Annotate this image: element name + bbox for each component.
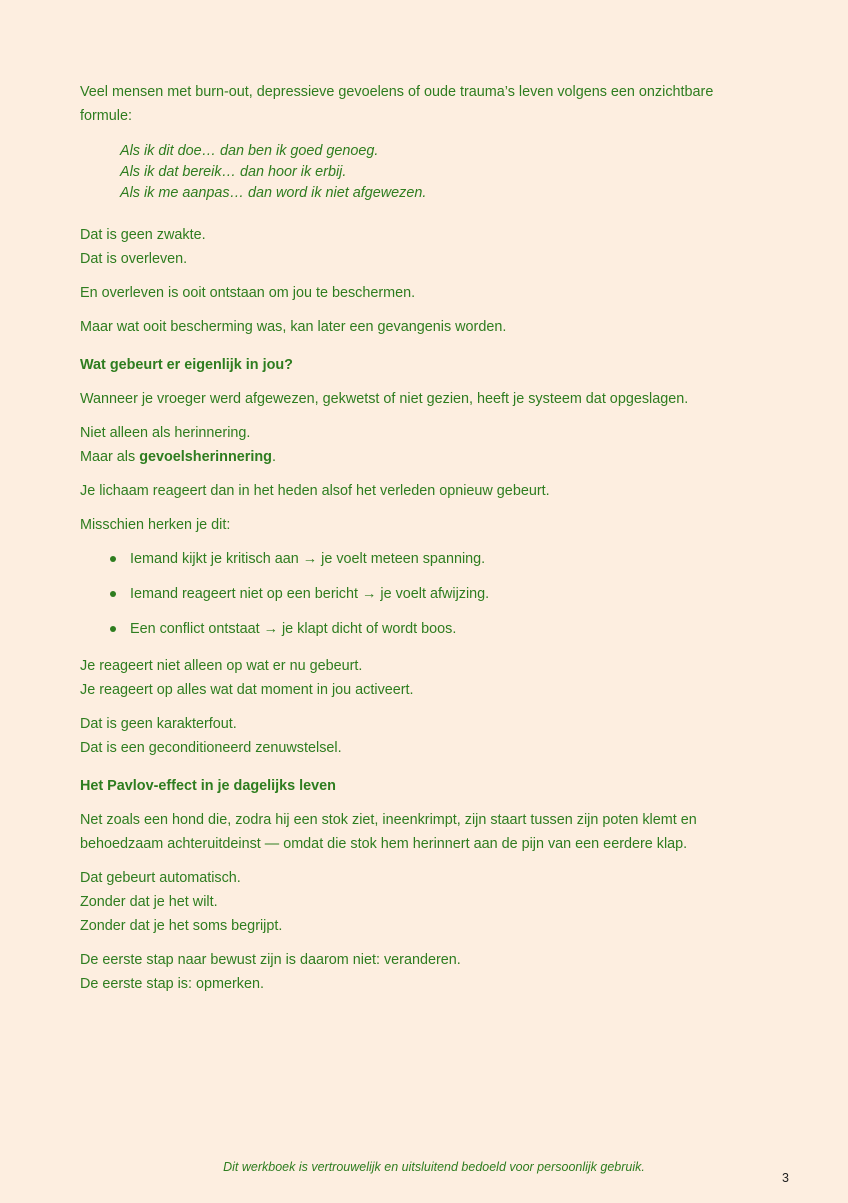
prison-paragraph: Maar wat ooit bescherming was, kan later een gevangenis worden. — [80, 319, 507, 335]
fault-paragraph — [80, 712, 780, 760]
formula-line: Als ik me aanpas… dan word ik niet afgewezen. — [120, 185, 427, 201]
first-step-line: De eerste stap naar bewust zijn is daarom niet: veranderen. — [80, 952, 461, 968]
automatic-paragraph — [80, 866, 780, 938]
survival-line: Dat is geen zwakte. — [80, 227, 206, 243]
protect-paragraph: En overleven is ooit ontstaan om jou te beschermen. — [80, 285, 416, 301]
automatic-line: Zonder dat je het wilt. — [80, 894, 218, 910]
rejected-paragraph: Wanneer je vroeger werd afgewezen, gekwetst of niet gezien, heeft je systeem dat opgeslagen. — [80, 391, 689, 407]
memory-prefix: Maar als — [80, 449, 140, 465]
formula-line: Als ik dit doe… dan ben ik goed genoeg. — [120, 143, 379, 159]
dog-line: behoedzaam achteruitdeinst — omdat die stok hem herinnert aan de pijn van een eerdere klap. — [80, 836, 688, 852]
intro-paragraph — [80, 80, 780, 128]
fault-line: Dat is geen karakterfout. — [80, 716, 237, 732]
automatic-line: Dat gebeurt automatisch. — [80, 870, 241, 886]
list-item-text: Iemand kijkt je kritisch aan → je voelt meteen spanning. — [130, 551, 486, 567]
dog-paragraph — [80, 808, 780, 856]
automatic-line: Zonder dat je het soms begrijpt. — [80, 918, 283, 934]
list-item-text: Iemand reageert niet op een bericht → je voelt afwijzing. — [130, 586, 490, 602]
memory-suffix: . — [271, 449, 276, 465]
bullet-icon — [110, 591, 116, 597]
recognize-paragraph: Misschien herken je dit: — [80, 517, 231, 533]
body-reacts-paragraph: Je lichaam reageert dan in het heden alsof het verleden opnieuw gebeurt. — [80, 483, 550, 499]
list-item — [108, 617, 780, 641]
first-step-line: De eerste stap is: opmerken. — [80, 976, 264, 992]
recognition-list — [80, 547, 780, 641]
list-item-text: Een conflict ontstaat → je klapt dicht of wordt boos. — [130, 621, 457, 637]
survival-paragraph — [80, 223, 780, 271]
page-number: 3 — [782, 1171, 789, 1185]
bullet-icon — [110, 626, 116, 632]
survival-line: Dat is overleven. — [80, 251, 188, 267]
memory-paragraph — [80, 421, 780, 469]
intro-line: Veel mensen met burn-out, depressieve gevoelens of oude trauma’s leven volgens een onzichtbare — [80, 84, 714, 100]
dog-line: Net zoals een hond die, zodra hij een stok ziet, ineenkrimpt, zijn staart tussen zijn poten klemt en — [80, 812, 697, 828]
confidentiality-footer: Dit werkboek is vertrouwelijk en uitsluitend bedoeld voor persoonlijk gebruik. — [223, 1160, 645, 1174]
section-heading-pavlov: Het Pavlov-effect in je dagelijks leven — [80, 778, 336, 794]
document-body — [80, 80, 780, 1006]
fault-line: Dat is een geconditioneerd zenuwstelsel. — [80, 740, 342, 756]
react-line: Je reageert niet alleen op wat er nu gebeurt. — [80, 658, 363, 674]
intro-line: formule: — [80, 108, 132, 124]
formula-quote — [120, 141, 780, 204]
react-paragraph — [80, 654, 780, 702]
section-heading-what-happens: Wat gebeurt er eigenlijk in jou? — [80, 357, 293, 373]
list-item — [108, 582, 780, 606]
memory-line: Niet alleen als herinnering. — [80, 425, 251, 441]
list-item — [108, 547, 780, 571]
bullet-icon — [110, 556, 116, 562]
react-line: Je reageert op alles wat dat moment in jou activeert. — [80, 682, 414, 698]
memory-emphasis: gevoelsherinnering — [139, 449, 272, 465]
memory-line — [80, 445, 780, 469]
formula-line: Als ik dat bereik… dan hoor ik erbij. — [120, 164, 347, 180]
first-step-paragraph — [80, 948, 780, 996]
